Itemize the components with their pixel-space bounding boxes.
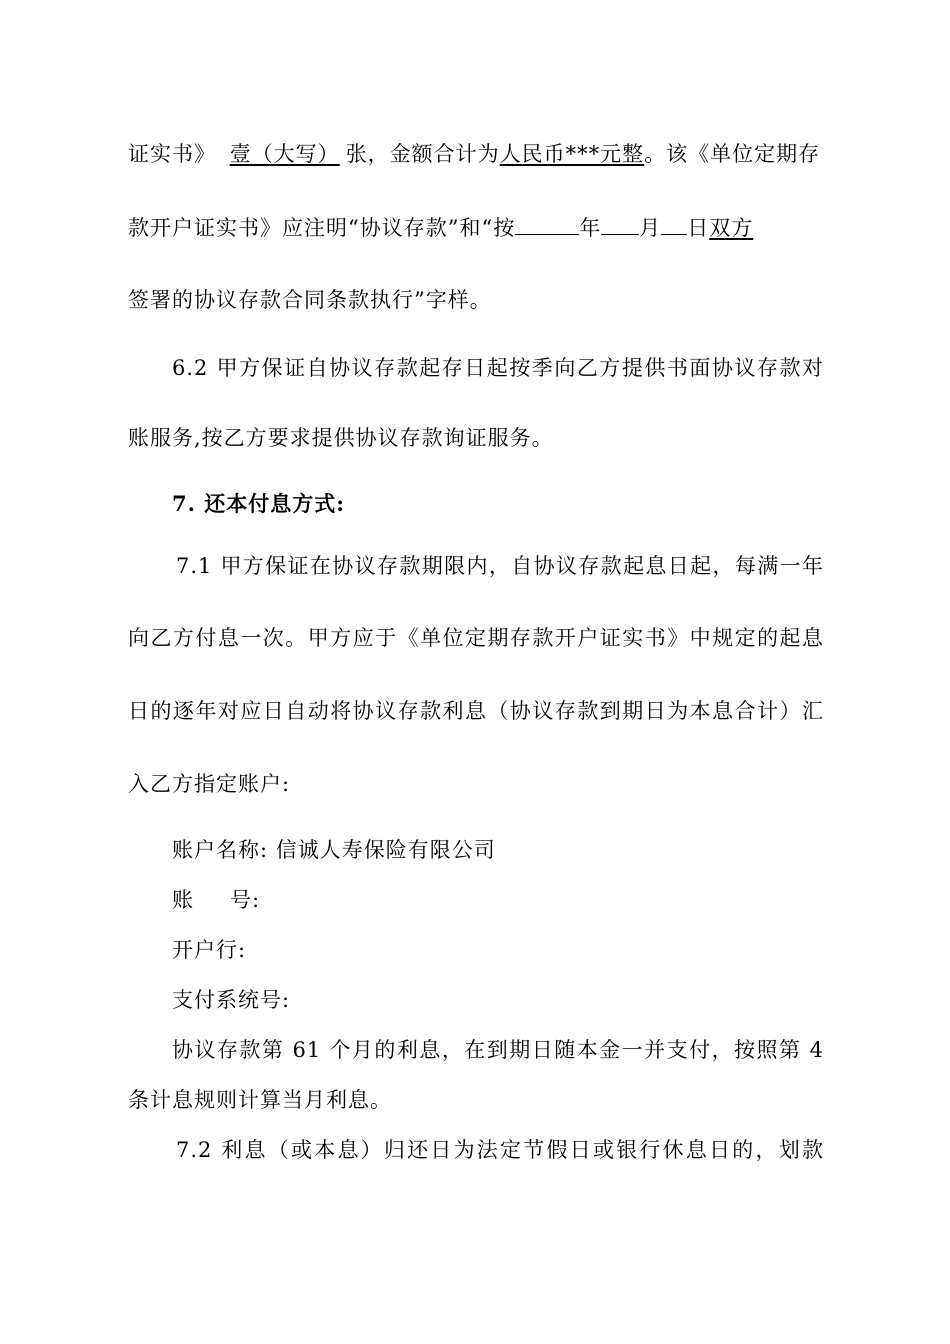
text-segment: 证实书》 bbox=[128, 142, 216, 166]
text-segment: 账 bbox=[172, 888, 194, 912]
text-segment: 。该《单位定期存 bbox=[644, 142, 821, 166]
text-line: 7.2 利息（或本息）归还日为法定节假日或银行休息日的，划款 bbox=[176, 1138, 824, 1162]
text-line: 账服务,按乙方要求提供协议存款询证服务。 bbox=[128, 426, 554, 450]
text-line: 向乙方付息一次。甲方应于《单位定期存款开户证实书》中规定的起息 bbox=[128, 626, 824, 650]
certificate-quantity: 壹（大写） bbox=[229, 142, 340, 166]
both-parties: 双方 bbox=[709, 216, 754, 240]
account-name: 账户名称: 信诚人寿保险有限公司 bbox=[172, 838, 496, 862]
text-line bbox=[128, 212, 824, 242]
text-line bbox=[128, 140, 824, 168]
text-segment: 年 bbox=[579, 216, 602, 240]
text-line: 7.1 甲方保证在协议存款期限内，自协议存款起息日起，每满一年 bbox=[176, 554, 824, 578]
text-line: 6.2 甲方保证自协议存款起存日起按季向乙方提供书面协议存款对 bbox=[172, 356, 824, 380]
blank-month bbox=[601, 212, 639, 235]
text-line: 签署的协议存款合同条款执行”字样。 bbox=[128, 288, 492, 312]
text-segment: 张，金额合计为 bbox=[345, 142, 500, 166]
text-line: 入乙方指定账户: bbox=[128, 772, 291, 796]
text-segment: 款开户证实书》应注明“协议存款”和“按 bbox=[128, 216, 516, 240]
blank-year bbox=[515, 212, 579, 235]
account-bank: 开户行: bbox=[172, 938, 247, 962]
text-segment: 日 bbox=[687, 216, 710, 240]
blank-day bbox=[661, 212, 687, 235]
text-line: 协议存款第 61 个月的利息，在到期日随本金一并支付，按照第 4 bbox=[172, 1038, 824, 1062]
text-line: 条计息规则计算当月利息。 bbox=[128, 1088, 392, 1112]
amount-total: 人民币***元整 bbox=[499, 142, 645, 166]
text-line: 日的逐年对应日自动将协议存款利息（协议存款到期日为本息合计）汇 bbox=[128, 699, 824, 723]
account-number bbox=[172, 886, 868, 914]
section-heading: 7. 还本付息方式: bbox=[172, 491, 345, 516]
text-segment: 号: bbox=[230, 888, 261, 912]
text-segment: 月 bbox=[639, 216, 662, 240]
payment-system-number: 支付系统号: bbox=[172, 988, 291, 1012]
